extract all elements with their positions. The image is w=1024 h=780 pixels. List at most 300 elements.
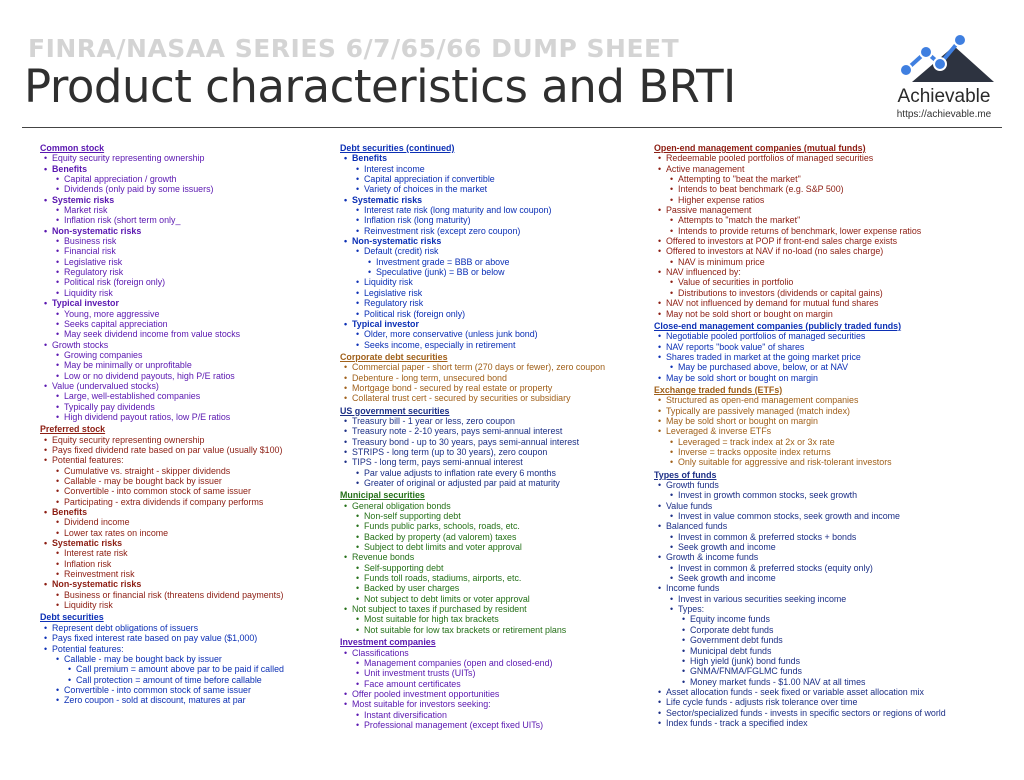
list-item: [354, 329, 638, 339]
bullet-text: • Represent debt obligations of issuers: [42, 623, 328, 633]
bullet-text: • May seek dividend income from value stocks: [54, 329, 328, 339]
section-heading: Close-end management companies (publicly traded funds): [654, 320, 902, 331]
bullet-text: • Asset allocation funds - seek fixed or variable asset allocation mix: [656, 687, 989, 697]
list-item: [656, 246, 989, 256]
page-supertitle: FINRA/NASAA SERIES 6/7/65/66 DUMP SHEET: [28, 34, 680, 63]
bullet-text: • High dividend payout ratios, low P/E ratios: [54, 412, 328, 422]
bullet-text: • Investment grade = BBB or above: [366, 257, 638, 267]
list-item: [54, 371, 328, 381]
bullet-text: • Collateral trust cert - secured by securities or subsidiary: [342, 393, 638, 403]
list-item: [656, 718, 989, 728]
list-item: [54, 548, 328, 558]
list-item: [354, 174, 638, 184]
list-item: [656, 416, 989, 426]
bullet-text: • Distributions to investors (dividends or capital gains): [668, 288, 989, 298]
list-item: [668, 362, 989, 372]
list-item: [54, 360, 328, 370]
list-item: [668, 542, 989, 552]
bullet-text: • Commercial paper - short term (270 days or fewer), zero coupon: [342, 362, 638, 372]
bullet-text: • Inflation risk (long maturity): [354, 215, 638, 225]
column-middle: [340, 143, 638, 730]
bullet-text: • Reinvestment risk (except zero coupon): [354, 226, 638, 236]
bullet-text: • Cumulative vs. straight - skipper dividends: [54, 466, 328, 476]
bullet-text: • NAV is minimum price: [668, 257, 989, 267]
list-item: [342, 604, 638, 614]
bullet-text: • Financial risk: [54, 246, 328, 256]
bullet-text: • Market risk: [54, 205, 328, 215]
list-item: [342, 426, 638, 436]
list-item: [656, 406, 989, 416]
bullet-text: • Call premium = amount above par to be paid if called: [66, 664, 328, 674]
bullet-text: • Legislative risk: [54, 257, 328, 267]
section-heading: Corporate debt securities: [340, 351, 448, 362]
bullet-text: • Capital appreciation if convertible: [354, 174, 638, 184]
section-heading: Municipal securities: [340, 490, 425, 501]
bullet-text: • Invest in value common stocks, seek growth and income: [668, 511, 989, 521]
bullet-text: • Classifications: [342, 648, 638, 658]
bullet-text: • Regulatory risk: [54, 267, 328, 277]
bullet-text: • May be sold short or bought on margin: [656, 416, 989, 426]
list-item: [354, 521, 638, 531]
list-item: [354, 468, 638, 478]
subheading-item: [42, 195, 328, 205]
bullet-text: • Money market funds - $1.00 NAV at all times: [680, 677, 989, 687]
bullet-text: • Leveraged & inverse ETFs: [656, 426, 989, 436]
achievable-logo: [884, 30, 1004, 122]
list-item: [656, 352, 989, 362]
bullet-text: • Seek growth and income: [668, 542, 989, 552]
list-item: [366, 257, 638, 267]
bullet-text: • Interest rate risk (long maturity and low coupon): [354, 205, 638, 215]
bullet-text: • Leveraged = track index at 2x or 3x rate: [668, 437, 989, 447]
list-item: [668, 447, 989, 457]
bullet-text: • Legislative risk: [354, 288, 638, 298]
bullet-text: • Greater of original or adjusted par paid at maturity: [354, 478, 638, 488]
list-item: [54, 236, 328, 246]
column-right: [654, 143, 989, 728]
bullet-text: • Older, more conservative (unless junk bond): [354, 329, 638, 339]
list-item: [42, 633, 328, 643]
list-item: [54, 257, 328, 267]
logo-name: Achievable: [897, 86, 991, 107]
list-item: [354, 679, 638, 689]
list-item: [342, 373, 638, 383]
list-item: [54, 466, 328, 476]
bullet-text: • Growth funds: [656, 480, 989, 490]
bullet-text: • Callable - may be bought back by issuer: [54, 476, 328, 486]
list-item: [656, 342, 989, 352]
bullet-text: • Shares traded in market at the going market price: [656, 352, 989, 362]
list-item: [668, 257, 989, 267]
list-item: [354, 184, 638, 194]
bullet-text: • Zero coupon - sold at discount, matures at par: [54, 695, 328, 705]
list-item: [42, 445, 328, 455]
bullet-text: • High yield (junk) bond funds: [680, 656, 989, 666]
list-item: [668, 226, 989, 236]
list-item: [354, 583, 638, 593]
bullet-text: • Redeemable pooled portfolios of managed securities: [656, 153, 989, 163]
bullet-text: • Instant diversification: [354, 710, 638, 720]
list-item: [54, 695, 328, 705]
list-item: [54, 246, 328, 256]
bullet-text: • Interest income: [354, 164, 638, 174]
bullet-text: • Professional management (except fixed UITs): [354, 720, 638, 730]
list-item: [66, 675, 328, 685]
subheading-item: [42, 226, 328, 236]
bullet-text: • Inflation risk (short term only_: [54, 215, 328, 225]
list-item: [54, 600, 328, 610]
list-item: [54, 329, 328, 339]
bullet-text: • Treasury bill - 1 year or less, zero coupon: [342, 416, 638, 426]
bullet-text: • NAV reports "book value" of shares: [656, 342, 989, 352]
list-item: [342, 416, 638, 426]
bullet-text: • Inflation risk: [54, 559, 328, 569]
list-item: [354, 277, 638, 287]
list-item: [354, 478, 638, 488]
bullet-text: • NAV not influenced by demand for mutual fund shares: [656, 298, 989, 308]
bullet-text: • Funds toll roads, stadiums, airports, etc.: [354, 573, 638, 583]
bullet-text: • May not be sold short or bought on margin: [656, 309, 989, 319]
logo-chart-icon: [892, 30, 996, 86]
list-item: [354, 720, 638, 730]
bullet-text: • Systematic risks: [42, 538, 328, 548]
bullet-text: • Invest in common & preferred stocks (equity only): [668, 563, 989, 573]
list-item: [42, 340, 328, 350]
bullet-text: • Debenture - long term, unsecured bond: [342, 373, 638, 383]
list-item: [54, 319, 328, 329]
list-item: [354, 215, 638, 225]
bullet-text: • Seeks capital appreciation: [54, 319, 328, 329]
list-item: [54, 517, 328, 527]
bullet-text: • May be sold short or bought on margin: [656, 373, 989, 383]
list-item: [42, 644, 328, 654]
bullet-text: • Capital appreciation / growth: [54, 174, 328, 184]
list-item: [66, 664, 328, 674]
list-item: [354, 625, 638, 635]
bullet-text: • Negotiable pooled portfolios of managed securities: [656, 331, 989, 341]
list-item: [656, 521, 989, 531]
list-item: [656, 153, 989, 163]
bullet-text: • Backed by user charges: [354, 583, 638, 593]
bullet-text: • Business risk: [54, 236, 328, 246]
list-item: [54, 288, 328, 298]
list-item: [54, 309, 328, 319]
bullet-text: • Equity income funds: [680, 614, 989, 624]
column-left: [40, 143, 328, 706]
bullet-text: • Equity security representing ownership: [42, 153, 328, 163]
bullet-text: • Invest in various securities seeking income: [668, 594, 989, 604]
subheading-item: [42, 579, 328, 589]
list-item: [656, 331, 989, 341]
list-item: [54, 559, 328, 569]
bullet-text: • Offered to investors at NAV if no-load (no sales charge): [656, 246, 989, 256]
bullet-text: • Pays fixed interest rate based on pay value ($1,000): [42, 633, 328, 643]
bullet-text: • Balanced funds: [656, 521, 989, 531]
list-item: [668, 604, 989, 614]
bullet-text: • Most suitable for investors seeking:: [342, 699, 638, 709]
list-item: [354, 246, 638, 256]
bullet-text: • Liquidity risk: [54, 288, 328, 298]
bullet-text: • Offer pooled investment opportunities: [342, 689, 638, 699]
section-heading: US government securities: [340, 405, 450, 416]
list-item: [680, 635, 989, 645]
list-item: [54, 174, 328, 184]
list-item: [668, 573, 989, 583]
header-divider: [22, 127, 1002, 128]
bullet-text: • Not subject to debt limits or voter approval: [354, 594, 638, 604]
list-item: [668, 511, 989, 521]
list-item: [656, 298, 989, 308]
section-heading: Debt securities (continued): [340, 143, 455, 153]
bullet-text: • Invest in growth common stocks, seek growth: [668, 490, 989, 500]
list-item: [54, 277, 328, 287]
list-item: [342, 501, 638, 511]
bullet-text: • Typical investor: [342, 319, 638, 329]
list-item: [54, 391, 328, 401]
bullet-text: • Large, well-established companies: [54, 391, 328, 401]
list-item: [54, 267, 328, 277]
list-item: [42, 455, 328, 465]
section-heading: Common stock: [40, 143, 105, 153]
list-item: [668, 594, 989, 604]
bullet-text: • Systematic risks: [342, 195, 638, 205]
bullet-text: • Not suitable for low tax brackets or retirement plans: [354, 625, 638, 635]
list-item: [54, 685, 328, 695]
list-item: [54, 476, 328, 486]
bullet-text: • Unit investment trusts (UITs): [354, 668, 638, 678]
list-item: [354, 288, 638, 298]
bullet-text: • Income funds: [656, 583, 989, 593]
list-item: [680, 656, 989, 666]
bullet-text: • Government debt funds: [680, 635, 989, 645]
bullet-text: • Revenue bonds: [342, 552, 638, 562]
bullet-text: • STRIPS - long term (up to 30 years), zero coupon: [342, 447, 638, 457]
list-item: [342, 457, 638, 467]
list-item: [54, 215, 328, 225]
bullet-text: • Participating - extra dividends if company performs: [54, 497, 328, 507]
bullet-text: • Growing companies: [54, 350, 328, 360]
section-heading: Open-end management companies (mutual funds): [654, 143, 866, 153]
bullet-text: • Value (undervalued stocks): [42, 381, 328, 391]
bullet-text: • Municipal debt funds: [680, 646, 989, 656]
bullet-text: • Face amount certificates: [354, 679, 638, 689]
list-item: [54, 654, 328, 664]
list-item: [54, 528, 328, 538]
bullet-text: • Not subject to taxes if purchased by resident: [342, 604, 638, 614]
bullet-text: • Treasury note - 2-10 years, pays semi-annual interest: [342, 426, 638, 436]
list-item: [354, 511, 638, 521]
bullet-text: • Intends to beat benchmark (e.g. S&P 500): [668, 184, 989, 194]
list-item: [656, 164, 989, 174]
list-item: [680, 646, 989, 656]
subheading-item: [342, 153, 638, 163]
bullet-text: • Call protection = amount of time before callable: [66, 675, 328, 685]
list-item: [354, 668, 638, 678]
subheading-item: [42, 164, 328, 174]
bullet-text: • Political risk (foreign only): [354, 309, 638, 319]
list-item: [668, 532, 989, 542]
bullet-text: • Mortgage bond - secured by real estate or property: [342, 383, 638, 393]
list-item: [668, 437, 989, 447]
bullet-text: • Dividends (only paid by some issuers): [54, 184, 328, 194]
subheading-item: [342, 195, 638, 205]
bullet-text: • Active management: [656, 164, 989, 174]
bullet-text: • Potential features:: [42, 644, 328, 654]
list-item: [656, 687, 989, 697]
list-item: [656, 552, 989, 562]
bullet-text: • Non-systematic risks: [42, 226, 328, 236]
page-header: [0, 0, 1024, 126]
bullet-text: • Index funds - track a specified index: [656, 718, 989, 728]
section-heading: Debt securities: [40, 612, 104, 623]
bullet-text: • Seeks income, especially in retirement: [354, 340, 638, 350]
list-item: [42, 623, 328, 633]
list-item: [342, 362, 638, 372]
bullet-text: • GNMA/FNMA/FGLMC funds: [680, 666, 989, 676]
section-heading: Types of funds: [654, 469, 717, 480]
list-item: [668, 277, 989, 287]
list-item: [668, 563, 989, 573]
bullet-text: • Growth stocks: [42, 340, 328, 350]
bullet-text: • Convertible - into common stock of same issuer: [54, 685, 328, 695]
list-item: [342, 648, 638, 658]
list-item: [680, 666, 989, 676]
bullet-text: • Default (credit) risk: [354, 246, 638, 256]
bullet-text: • Growth & income funds: [656, 552, 989, 562]
list-item: [54, 402, 328, 412]
bullet-text: • Typical investor: [42, 298, 328, 308]
bullet-text: • Attempts to "match the market": [668, 215, 989, 225]
bullet-text: • Liquidity risk: [54, 600, 328, 610]
bullet-text: • Young, more aggressive: [54, 309, 328, 319]
list-item: [54, 497, 328, 507]
list-item: [680, 614, 989, 624]
bullet-text: • Systemic risks: [42, 195, 328, 205]
subheading-item: [42, 298, 328, 308]
list-item: [354, 573, 638, 583]
list-item: [668, 174, 989, 184]
bullet-text: • Typically are passively managed (match index): [656, 406, 989, 416]
logo-url: https://achievable.me: [896, 109, 992, 120]
bullet-text: • Treasury bond - up to 30 years, pays semi-annual interest: [342, 437, 638, 447]
bullet-text: • Self-supporting debt: [354, 563, 638, 573]
list-item: [354, 164, 638, 174]
bullet-text: • Value of securities in portfolio: [668, 277, 989, 287]
list-item: [354, 542, 638, 552]
bullet-text: • Regulatory risk: [354, 298, 638, 308]
list-item: [656, 426, 989, 436]
list-item: [354, 298, 638, 308]
bullet-text: • Variety of choices in the market: [354, 184, 638, 194]
list-item: [354, 614, 638, 624]
bullet-text: • Life cycle funds - adjusts risk tolerance over time: [656, 697, 989, 707]
list-item: [656, 267, 989, 277]
list-item: [656, 583, 989, 593]
list-item: [42, 381, 328, 391]
list-item: [656, 236, 989, 246]
list-item: [656, 708, 989, 718]
list-item: [54, 412, 328, 422]
bullet-text: • Backed by property (ad valorem) taxes: [354, 532, 638, 542]
bullet-text: • Par value adjusts to inflation rate every 6 months: [354, 468, 638, 478]
list-item: [354, 658, 638, 668]
list-item: [354, 205, 638, 215]
list-item: [656, 373, 989, 383]
list-item: [342, 699, 638, 709]
list-item: [342, 383, 638, 393]
bullet-text: • Political risk (foreign only): [54, 277, 328, 287]
list-item: [354, 226, 638, 236]
list-item: [354, 340, 638, 350]
bullet-text: • Structured as open-end management companies: [656, 395, 989, 405]
bullet-text: • NAV influenced by:: [656, 267, 989, 277]
list-item: [54, 205, 328, 215]
list-item: [668, 195, 989, 205]
list-item: [354, 710, 638, 720]
bullet-text: • May be purchased above, below, or at NAV: [668, 362, 989, 372]
bullet-text: • Passive management: [656, 205, 989, 215]
list-item: [668, 288, 989, 298]
bullet-text: • General obligation bonds: [342, 501, 638, 511]
list-item: [680, 625, 989, 635]
list-item: [366, 267, 638, 277]
bullet-text: • Types:: [668, 604, 989, 614]
list-item: [354, 563, 638, 573]
bullet-text: • Benefits: [342, 153, 638, 163]
bullet-text: • Potential features:: [42, 455, 328, 465]
list-item: [668, 490, 989, 500]
list-item: [42, 435, 328, 445]
bullet-text: • Attempting to "beat the market": [668, 174, 989, 184]
subheading-item: [42, 538, 328, 548]
list-item: [656, 395, 989, 405]
section-heading: Investment companies: [340, 637, 436, 648]
list-item: [680, 677, 989, 687]
bullet-text: • Lower tax rates on income: [54, 528, 328, 538]
bullet-text: • Subject to debt limits and voter approval: [354, 542, 638, 552]
bullet-text: • Intends to provide returns of benchmark, lower expense ratios: [668, 226, 989, 236]
bullet-text: • Convertible - into common stock of same issuer: [54, 486, 328, 496]
list-item: [354, 594, 638, 604]
page-title: Product characteristics and BRTI: [24, 60, 736, 113]
bullet-text: • Corporate debt funds: [680, 625, 989, 635]
list-item: [668, 215, 989, 225]
list-item: [342, 447, 638, 457]
list-item: [54, 486, 328, 496]
list-item: [54, 184, 328, 194]
bullet-text: • Liquidity risk: [354, 277, 638, 287]
list-item: [668, 184, 989, 194]
bullet-text: • Benefits: [42, 507, 328, 517]
bullet-text: • Only suitable for aggressive and risk-tolerant investors: [668, 457, 989, 467]
bullet-text: • Value funds: [656, 501, 989, 511]
list-item: [342, 437, 638, 447]
bullet-text: • Management companies (open and closed-end): [354, 658, 638, 668]
bullet-text: • Speculative (junk) = BB or below: [366, 267, 638, 277]
bullet-text: • Typically pay dividends: [54, 402, 328, 412]
bullet-text: • Inverse = tracks opposite index returns: [668, 447, 989, 457]
list-item: [342, 689, 638, 699]
section-heading: Exchange traded funds (ETFs): [654, 384, 783, 395]
list-item: [354, 532, 638, 542]
bullet-text: • Callable - may be bought back by issuer: [54, 654, 328, 664]
subheading-item: [342, 236, 638, 246]
bullet-text: • Business or financial risk (threatens dividend payments): [54, 590, 328, 600]
list-item: [656, 205, 989, 215]
list-item: [342, 552, 638, 562]
bullet-text: • May be minimally or unprofitable: [54, 360, 328, 370]
bullet-text: • Reinvestment risk: [54, 569, 328, 579]
